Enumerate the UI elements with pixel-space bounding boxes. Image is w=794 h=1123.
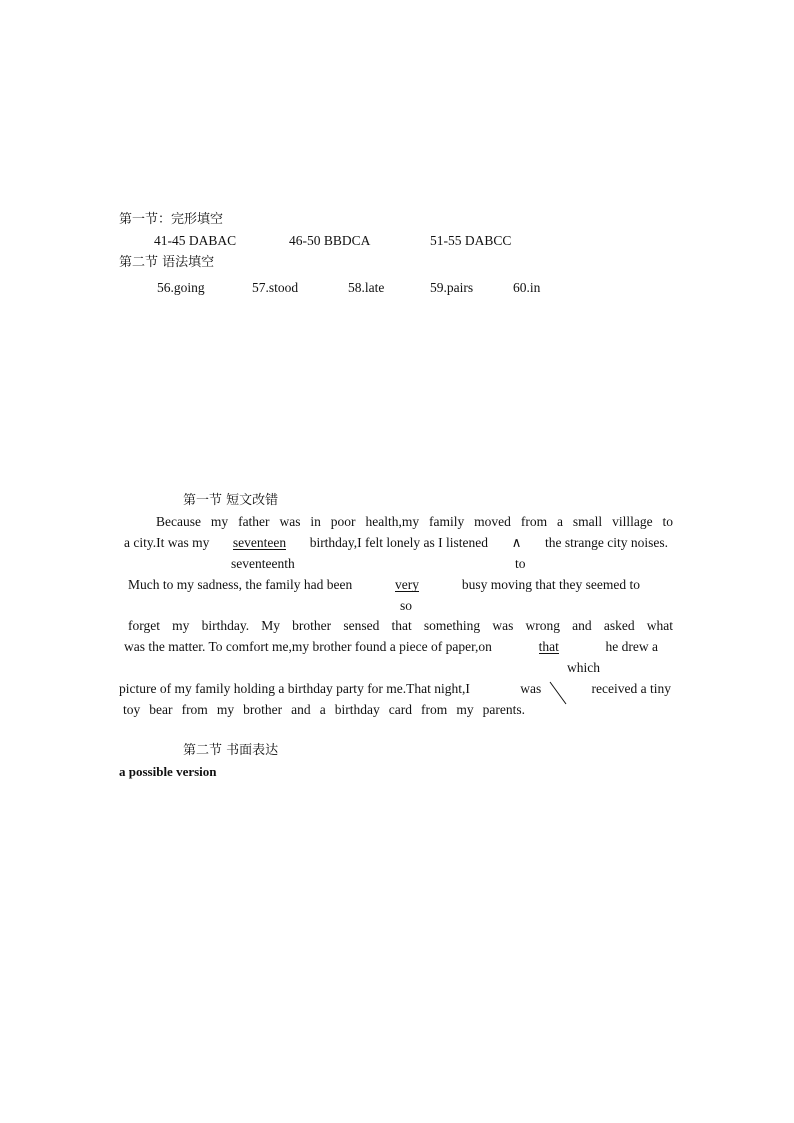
error-was-deleted: was — [520, 681, 542, 696]
fix-to: to — [515, 556, 526, 571]
line5-after: he drew a — [605, 639, 658, 654]
correction-heading: 第一节 短文改错 — [183, 493, 279, 508]
line2-before: a city.It was my — [124, 535, 210, 550]
answer-51-55: 51-55 DABCC — [430, 233, 512, 248]
line6-after: received a tiny — [591, 681, 671, 696]
fix-seventeenth: seventeenth — [231, 556, 295, 571]
fix-so: so — [400, 598, 413, 613]
line2-mid: birthday,I felt lonely as I listened — [309, 535, 489, 550]
insert-caret-mark: ∧ — [511, 535, 522, 550]
line5-before: was the matter. To comfort me,my brother found a piece of paper,on — [124, 639, 492, 654]
answer-58: 58.late — [348, 280, 385, 295]
answer-56: 56.going — [157, 280, 205, 295]
answer-41-45: 41-45 DABAC — [154, 233, 237, 248]
line3-before: Much to my sadness, the family had been — [128, 577, 353, 592]
correction-line-7: toy bear from my brother and a birthday card from my parents. — [123, 702, 525, 717]
answer-60: 60.in — [513, 280, 541, 295]
section1-heading: 第一节：完形填空 — [119, 212, 224, 227]
error-very: very — [395, 577, 420, 592]
writing-subheading: a possible version — [119, 764, 217, 779]
line6-before: picture of my family holding a birthday party for me.That night,I — [119, 681, 470, 696]
delete-slash-mark — [548, 680, 570, 706]
correction-line-6 — [119, 681, 671, 697]
section2-heading: 第二节 语法填空 — [119, 255, 215, 270]
writing-heading: 第二节 书面表达 — [183, 743, 279, 758]
correction-line-2 — [124, 535, 668, 551]
correction-line-3 — [128, 577, 640, 593]
line3-after: busy moving that they seemed to — [461, 577, 640, 592]
correction-line-5 — [124, 639, 658, 655]
correction-line-4: forget my birthday. My brother sensed that something was wrong and asked what — [128, 618, 673, 633]
error-seventeen: seventeen — [232, 535, 287, 550]
correction-line-1: Because my father was in poor health,my family moved from a small villlage to — [156, 514, 673, 529]
answer-57: 57.stood — [252, 280, 299, 295]
error-that: that — [538, 639, 559, 654]
fix-which: which — [567, 660, 600, 675]
answer-46-50: 46-50 BBDCA — [289, 233, 371, 248]
line2-after: the strange city noises. — [545, 535, 668, 550]
answer-59: 59.pairs — [430, 280, 474, 295]
